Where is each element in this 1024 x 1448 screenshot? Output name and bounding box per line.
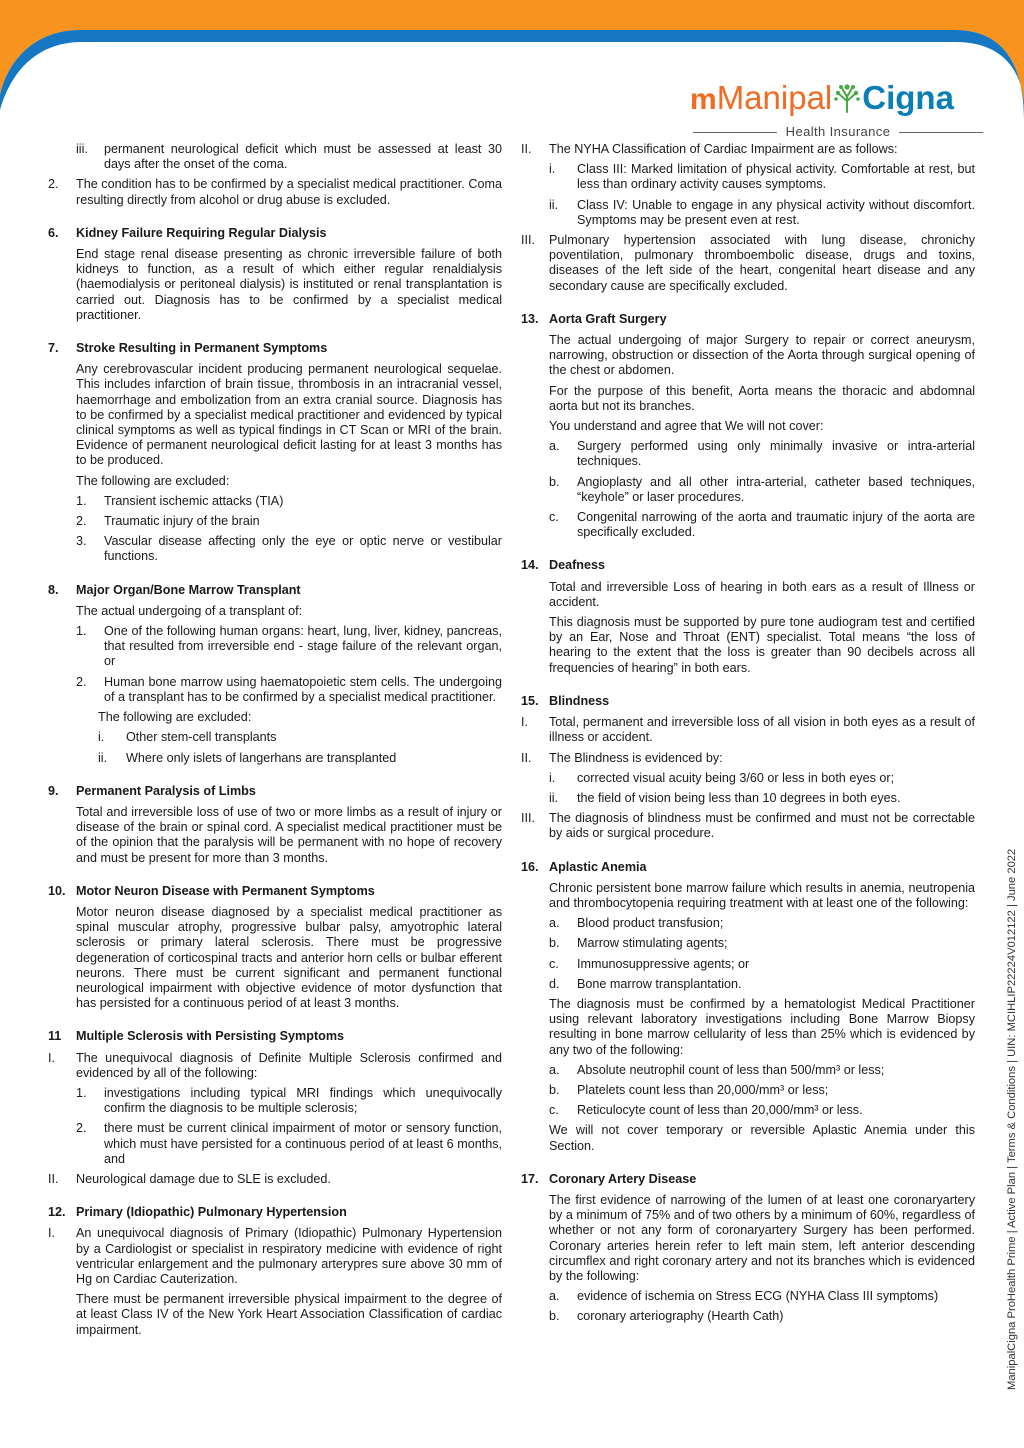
- section-number: 8.: [48, 582, 59, 597]
- side-footer-text: ManipalCigna ProHealth Prime | Active Plan | Terms & Conditions | UIN: MCIHLIP22224V012122 | June 2022: [1006, 848, 1018, 1390]
- paragraph: Total and irreversible loss of use of two or more limbs as a result of injury or disease of the brain or spinal cord. A specialist medical practitioner must be of the opinion that the paralysis will be permanent with no hope of recovery and must be present for more than 3 months.: [76, 804, 502, 865]
- list-item: [521, 791, 975, 806]
- list-item-text: Traumatic injury of the brain: [104, 514, 260, 529]
- list-item: [48, 730, 502, 745]
- list-marker: i.: [98, 730, 105, 745]
- paragraph: End stage renal disease presenting as chronic irreversible failure of both kidneys to function, as a result of which either regular renaldialysis (haemodialysis or peritoneal dialysis) is instituted or renal transplantation is carried out. Diagnosis has to be confirmed by a specialist medical practitioner.: [76, 247, 502, 322]
- list-item-text: Bone marrow transplantation.: [577, 976, 742, 991]
- section-number: 16.: [521, 859, 539, 874]
- list-item-text: Where only islets of langerhans are transplanted: [126, 750, 397, 765]
- section-heading: [48, 784, 502, 799]
- list-item: [521, 162, 975, 192]
- list-marker: c.: [549, 1103, 559, 1118]
- list-item: [521, 439, 975, 469]
- section-title: Primary (Idiopathic) Pulmonary Hypertension: [76, 1205, 347, 1220]
- list-marker: c.: [549, 956, 559, 971]
- list-item-text: Pulmonary hypertension associated with lung disease, chronichy poventilation, pulmonary thromboembolic disease, drugs and toxins, diseases of the left side of the heart, congenital heart disease and any secondary cause are specifically excluded.: [549, 233, 975, 293]
- list-marker: a.: [549, 916, 560, 931]
- list-marker: b.: [549, 1082, 560, 1097]
- paragraph: The diagnosis must be confirmed by a hematologist Medical Practitioner using relevant laboratory investigations including Bone Marrow Biopsy resulting in bone marrow cellularity of less than 25% which is evidenced by any two of the following:: [549, 996, 975, 1057]
- list-item: [521, 510, 975, 540]
- list-marker: 3.: [76, 534, 87, 549]
- list-item-text: Immunosuppressive agents; or: [577, 956, 750, 971]
- paragraph: There must be permanent irreversible physical impairment to the degree of at least Class IV of the New York Heart Association Classification of cardiac impairment.: [76, 1292, 502, 1337]
- list-item: [48, 1172, 502, 1187]
- section-number: 9.: [48, 783, 59, 798]
- list-item: [48, 1086, 502, 1116]
- list-marker: 2.: [76, 1121, 87, 1136]
- paragraph: The following are excluded:: [76, 473, 230, 488]
- section-heading: [48, 1205, 502, 1220]
- section-number: 13.: [521, 311, 539, 326]
- list-item-text: Neurological damage due to SLE is excluded.: [76, 1171, 331, 1186]
- list-item: [521, 475, 975, 505]
- list-marker: I.: [48, 1050, 55, 1065]
- list-marker: 2.: [76, 514, 87, 529]
- section-heading: [521, 694, 975, 709]
- list-item-text: Class III: Marked limitation of physical activity. Comfortable at rest, but less than ordinary activity causes symptoms.: [577, 162, 975, 192]
- list-item: [48, 1121, 502, 1167]
- list-item: [48, 177, 502, 207]
- manipal-cigna-logo: [690, 80, 985, 142]
- section-number: 6.: [48, 225, 59, 240]
- list-item: [521, 1063, 975, 1078]
- section-title: Deafness: [549, 558, 606, 573]
- list-marker: ii.: [549, 197, 559, 212]
- list-marker: i.: [549, 770, 556, 785]
- list-item: [521, 233, 975, 294]
- list-item-text: One of the following human organs: heart, lung, liver, kidney, pancreas, that resulted from irreversible end - stage failure of the relevant organ, or: [104, 624, 502, 669]
- list-marker: ii.: [549, 790, 559, 805]
- list-marker: a.: [549, 1062, 560, 1077]
- list-item-text: Congenital narrowing of the aorta and traumatic injury of the aorta are specifically excluded.: [577, 510, 975, 540]
- paragraph: Any cerebrovascular incident producing permanent neurological sequelae. This includes infarction of brain tissue, thrombosis in an intracranial vessel, haemorrhage and embolization from an extra cranial source. Diagnosis has to be confirmed by a specialist medical practitioner and evidenced by typical clinical symptoms as well as typical findings in CT Scan or MRI of the brain. Evidence of permanent neurological deficit lasting for at least 3 months has to be produced.: [76, 362, 502, 468]
- list-item-text: The NYHA Classification of Cardiac Impairment are as follows:: [549, 142, 898, 156]
- list-item: [48, 514, 502, 529]
- list-marker: II.: [48, 1171, 59, 1186]
- list-marker: I.: [521, 715, 528, 730]
- section-title: Kidney Failure Requiring Regular Dialysis: [76, 225, 327, 240]
- list-item: [521, 916, 975, 931]
- list-marker: a.: [549, 1289, 560, 1304]
- section-title: Stroke Resulting in Permanent Symptoms: [76, 341, 328, 356]
- left-column: [48, 142, 502, 1343]
- list-marker: III.: [521, 233, 535, 248]
- list-item-text: The unequivocal diagnosis of Definite Multiple Sclerosis confirmed and evidenced by all of the following:: [76, 1050, 502, 1080]
- list-item-text: An unequivocal diagnosis of Primary (Idiopathic) Pulmonary Hypertension by a Cardiologist or specialist in respiratory medicine with evidence of right ventricular enlargement and the pulmonary arterypres sure above 30 mm of Hg on Cardiac Cauterization.: [76, 1226, 502, 1286]
- list-item-text: The condition has to be confirmed by a specialist medical practitioner. Coma resulting directly from alcohol or drug abuse is excluded.: [76, 177, 502, 207]
- list-item-text: Human bone marrow using haematopoietic stem cells. The undergoing of a transplant has to be confirmed by a specialist medical practitioner.: [104, 674, 502, 704]
- list-item-text: Vascular disease affecting only the eye or optic nerve or vestibular functions.: [104, 534, 502, 564]
- list-item: [48, 142, 502, 172]
- list-item-text: coronary arteriography (Hearth Cath): [577, 1309, 784, 1324]
- list-marker: d.: [549, 976, 560, 991]
- section-heading: [521, 860, 975, 875]
- paragraph: The actual undergoing of major Surgery to repair or correct aneurysm, narrowing, obstruction or dissection of the Aorta through surgical opening of the chest or abdomen.: [549, 333, 975, 378]
- section-title: Motor Neuron Disease with Permanent Symptoms: [76, 883, 375, 898]
- list-item-text: Marrow stimulating agents;: [577, 936, 728, 951]
- list-item: [521, 1309, 975, 1324]
- section-number: 10.: [48, 883, 66, 898]
- section-number: 7.: [48, 341, 59, 356]
- section-number: 17.: [521, 1171, 539, 1186]
- section-heading: [521, 1172, 975, 1187]
- tagline-rule-right: [899, 132, 983, 133]
- list-item-text: Platelets count less than 20,000/mm³ or less;: [577, 1082, 829, 1097]
- list-marker: i.: [549, 162, 556, 177]
- list-marker: 2.: [48, 177, 59, 192]
- section-heading: [48, 1029, 502, 1044]
- section-heading: [521, 312, 975, 327]
- list-item: [48, 494, 502, 509]
- list-item: [48, 624, 502, 670]
- list-item-text: investigations including typical MRI findings which unequivocally confirm the diagnosis to be multiple sclerosis;: [104, 1085, 502, 1116]
- section-title: Permanent Paralysis of Limbs: [76, 783, 256, 798]
- section-number: 12.: [48, 1205, 66, 1220]
- tagline-text: Health Insurance: [785, 124, 891, 139]
- brand-symbol: m: [690, 83, 717, 116]
- list-item-text: Other stem-cell transplants: [126, 730, 277, 745]
- list-item-text: Angioplasty and all other intra-arterial, catheter based techniques, “keyhole” or laser procedures.: [577, 474, 975, 504]
- list-item: [521, 1103, 975, 1118]
- list-item-text: Blood product transfusion;: [577, 916, 724, 931]
- section-heading: [48, 884, 502, 899]
- list-item-text: the field of vision being less than 10 degrees in both eyes.: [577, 790, 901, 805]
- section-title: Coronary Artery Disease: [549, 1171, 697, 1186]
- section-heading: [48, 583, 502, 598]
- section-title: Aorta Graft Surgery: [549, 311, 667, 326]
- section-heading: [48, 226, 502, 241]
- list-item: [521, 1083, 975, 1098]
- list-item: [48, 1226, 502, 1287]
- right-column: [521, 142, 975, 1330]
- brand-manipal: Manipal: [716, 79, 833, 116]
- list-marker: b.: [549, 936, 560, 951]
- list-item: [521, 198, 975, 228]
- list-item: [48, 1051, 502, 1081]
- list-item: [521, 715, 975, 745]
- list-marker: b.: [549, 1309, 560, 1324]
- list-item: [48, 534, 502, 564]
- section-title: Blindness: [549, 693, 610, 708]
- list-marker: 1.: [76, 624, 87, 639]
- list-item-text: Absolute neutrophil count of less than 500/mm³ or less;: [577, 1062, 885, 1077]
- list-item-text: The Blindness is evidenced by:: [549, 750, 723, 765]
- tree-icon: [834, 83, 860, 113]
- list-marker: 2.: [76, 674, 87, 689]
- list-item-text: corrected visual acuity being 3/60 or less in both eyes or;: [577, 770, 895, 785]
- list-marker: III.: [521, 811, 535, 826]
- section-number: 11: [48, 1029, 62, 1044]
- paragraph: Motor neuron disease diagnosed by a specialist medical practitioner as spinal muscular atrophy, progressive bulbar palsy, amyotrophic lateral sclerosis or primary lateral sclerosis. There must be progressive degeneration of corticospinal tracts and anterior horn cells or bulbar efferent neurons. There must be current significant and permanent functional neurological impairment with objective evidence of motor dysfunction that has persisted for a continuous period of at least 3 months.: [76, 904, 502, 1011]
- list-marker: II.: [521, 142, 532, 156]
- paragraph: This diagnosis must be supported by pure tone audiogram test and certified by an Ear, Nose and Throat (ENT) specialist. Total means “the loss of hearing to the extent that the loss is greater than 90 decibels across all frequencies of hearing” in both ears.: [549, 615, 975, 675]
- section-heading: [521, 558, 975, 573]
- tagline-rule-left: [693, 132, 777, 133]
- list-item-text: Total, permanent and irreversible loss of all vision in both eyes as a result of illness or accident.: [549, 715, 975, 745]
- list-item-text: permanent neurological deficit which must be assessed at least 30 days after the onset of the coma.: [104, 142, 502, 172]
- list-item: [521, 936, 975, 951]
- paragraph: The actual undergoing of a transplant of:: [76, 603, 303, 618]
- logo-tagline: [690, 124, 985, 140]
- brand-cigna: Cigna: [862, 79, 954, 116]
- section-number: 14.: [521, 558, 539, 573]
- list-item: [48, 751, 502, 766]
- list-marker: a.: [549, 439, 560, 454]
- list-marker: II.: [521, 750, 532, 765]
- list-item-text: Surgery performed using only minimally invasive or intra-arterial techniques.: [577, 439, 975, 469]
- list-item: [521, 1289, 975, 1304]
- list-item: [521, 142, 975, 157]
- list-item-text: Class IV: Unable to engage in any physical activity without discomfort. Symptoms may be present even at rest.: [577, 197, 975, 227]
- section-title: Aplastic Anemia: [549, 859, 647, 874]
- list-item-text: Transient ischemic attacks (TIA): [104, 493, 284, 508]
- paragraph: The following are excluded:: [98, 710, 252, 725]
- list-item: [521, 751, 975, 766]
- paragraph: You understand and agree that We will not cover:: [549, 419, 824, 434]
- list-marker: c.: [549, 510, 559, 525]
- paragraph: Chronic persistent bone marrow failure which results in anemia, neutropenia and thrombocytopenia requiring treatment with at least one of the following:: [549, 880, 975, 910]
- list-marker: ii.: [98, 750, 108, 765]
- list-marker: 1.: [76, 1085, 87, 1100]
- list-marker: 1.: [76, 493, 87, 508]
- list-item: [521, 977, 975, 992]
- list-item: [521, 957, 975, 972]
- section-title: Major Organ/Bone Marrow Transplant: [76, 582, 301, 597]
- list-item-text: evidence of ischemia on Stress ECG (NYHA Class III symptoms): [577, 1289, 939, 1304]
- list-item-text: there must be current clinical impairment of motor or sensory function, which must have persisted for a continuous period of at least 6 months, and: [104, 1121, 502, 1166]
- section-heading: [48, 341, 502, 356]
- section-number: 15.: [521, 693, 539, 708]
- list-item: [48, 675, 502, 705]
- paragraph: We will not cover temporary or reversible Aplastic Anemia under this Section.: [549, 1123, 975, 1153]
- list-item-text: The diagnosis of blindness must be confirmed and must not be correctable by aids or surgical procedure.: [549, 811, 975, 841]
- list-item-text: Reticulocyte count of less than 20,000/mm³ or less.: [577, 1103, 863, 1118]
- paragraph: For the purpose of this benefit, Aorta means the thoracic and abdomnal aorta but not its branches.: [549, 383, 975, 413]
- section-title: Multiple Sclerosis with Persisting Symptoms: [76, 1029, 345, 1044]
- list-marker: iii.: [76, 142, 88, 156]
- list-item: [521, 811, 975, 841]
- paragraph: Total and irreversible Loss of hearing in both ears as a result of Illness or accident.: [549, 579, 975, 609]
- paragraph: The first evidence of narrowing of the lumen of at least one coronaryartery by a minimum of 75% and of two others by a minimum of 60%, regardless of whether or not any form of coronaryartery Surgery has been performed. Coronary arteries herein refer to left main stem, left anterior descending circumflex and right coronary artery and not its branches which is evidenced by the following:: [549, 1192, 975, 1283]
- list-marker: b.: [549, 474, 560, 489]
- list-marker: I.: [48, 1226, 55, 1241]
- list-item: [521, 771, 975, 786]
